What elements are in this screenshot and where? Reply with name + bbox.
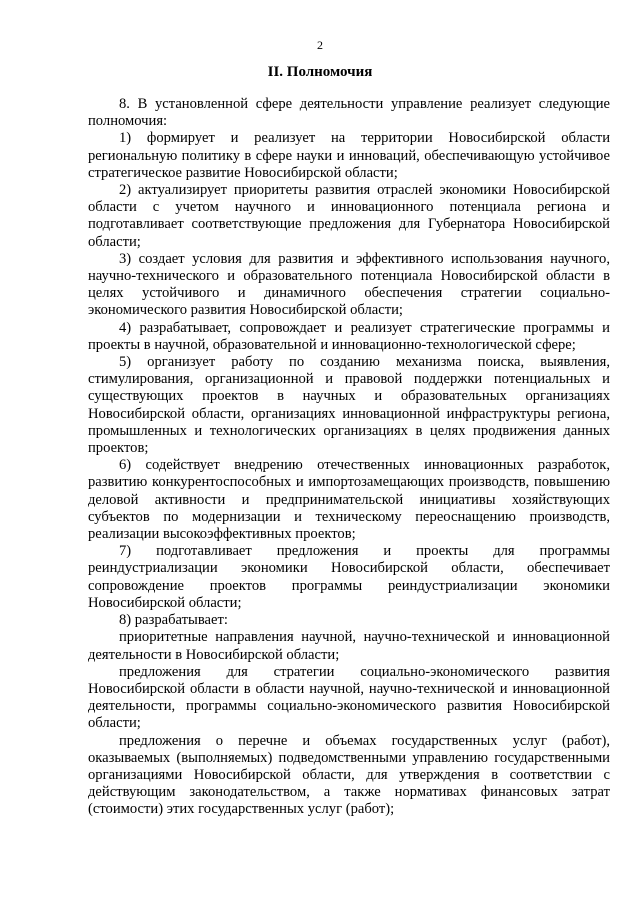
section-title: II. Полномочия bbox=[267, 64, 373, 80]
paragraph-item-8: 8) разрабатывает: bbox=[119, 612, 228, 629]
paragraph-item-1: 1) формирует и реализует на территории Новосибирской области региональную политику в сфере науки и инноваций, обеспечивающую устойчивое стратегическое развитие Новосибирской области; bbox=[88, 130, 610, 181]
body-text bbox=[88, 96, 610, 819]
paragraph-8-intro: 8. В установленной сфере деятельности управление реализует следующие полномочия: bbox=[88, 96, 610, 130]
paragraph-item-6: 6) содействует внедрению отечественных инновационных разработок, развитию конкурентоспособных и импортозамещающих производств, повышению деловой активности и предпринимательской инициативы хозяйствующих субъектов по модернизации и техническому переоснащению производств, реализации высокоэффективных проектов; bbox=[88, 457, 610, 543]
paragraph-item-7: 7) подготавливает предложения и проекты для программы реиндустриализации экономики Новосибирской области, обеспечивает сопровождение проектов программы реиндустриализации экономики Новосибирской области; bbox=[88, 543, 610, 611]
paragraph-item-4: 4) разрабатывает, сопровождает и реализует стратегические программы и проекты в научной, образовательной и инновационно-технологической сфере; bbox=[88, 319, 610, 353]
page-number: 2 bbox=[317, 38, 323, 52]
paragraph-item-8-sub-3: предложения о перечне и объемах государственных услуг (работ), оказываемых (выполняемых) подведомственными управлению государственными организациями Новосибирской области, для утверждения в соответствии с действующим законодательством, а также нормативах финансовых затрат (стоимости) этих государственных услуг (работ); bbox=[88, 732, 610, 818]
paragraph-item-8-sub-2: предложения для стратегии социально-экономического развития Новосибирской области в области научной, научно-технической и инновационной деятельности, программы социально-экономического развития Новосибирской области; bbox=[88, 663, 610, 732]
paragraph-item-8-sub-1: приоритетные направления научной, научно-технической и инновационной деятельности в Новосибирской области; bbox=[88, 629, 610, 663]
paragraph-item-2: 2) актуализирует приоритеты развития отраслей экономики Новосибирской области с учетом научного и инновационного потенциала региона и подготавливает соответствующие предложения для Губернатора Новосибирской области; bbox=[88, 182, 610, 250]
paragraph-item-5: 5) организует работу по созданию механизма поиска, выявления, стимулирования, организационной и правовой поддержки потенциальных и существующих проектов в научных и образовательных организациях Новосибирской области, организациях инновационной инфраструктуры региона, промышленных и технологических организациях в целях продвижения данных проектов; bbox=[88, 354, 610, 457]
paragraph-item-3: 3) создает условия для развития и эффективного использования научного, научно-технического и образовательного потенциала Новосибирской области в целях устойчивого и динамичного обеспечения стратегии социально-экономического развития Новосибирской области; bbox=[88, 250, 610, 319]
